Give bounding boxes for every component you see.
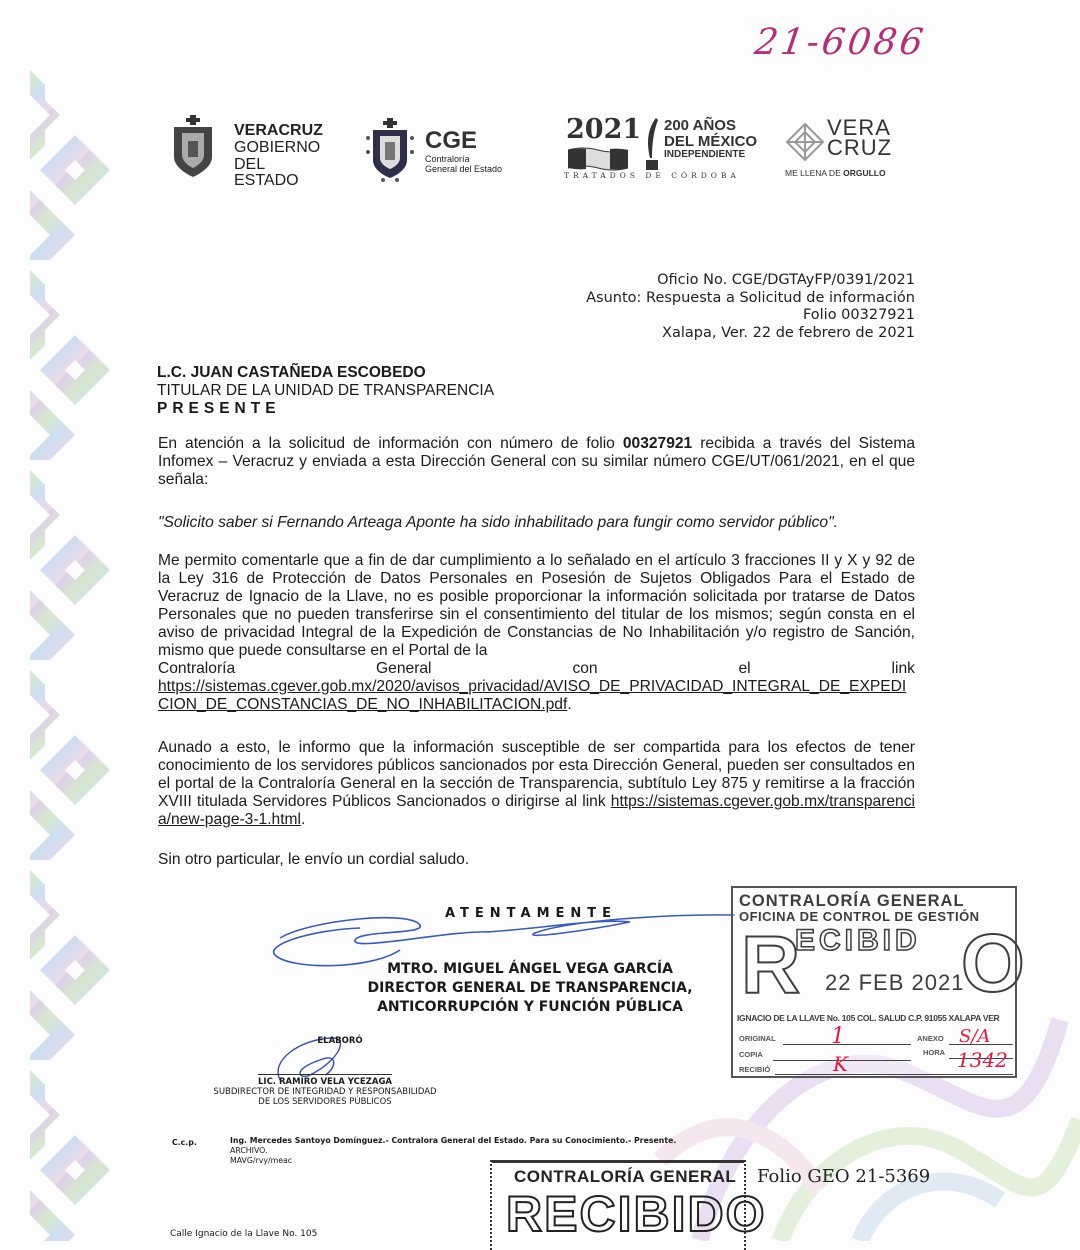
footer-address: Calle Ignacio de la Llave No. 105 xyxy=(170,1229,318,1239)
stamp-original-value: 1 xyxy=(831,1024,845,1049)
folio-geo: Folio GEO 21-5369 xyxy=(757,1166,931,1187)
signer-title-2: ANTICORRUPCIÓN Y FUNCIÓN PÚBLICA xyxy=(377,999,683,1015)
received-stamp-bottom xyxy=(490,1160,767,1250)
elaboro-title-2: DE LOS SERVIDORES PÚBLICOS xyxy=(258,1097,392,1107)
p2-spread-line xyxy=(158,660,915,678)
addressee-name: L.C. JUAN CASTAÑEDA ESCOBEDO xyxy=(157,364,426,381)
signer-title-1: DIRECTOR GENERAL DE TRANSPARENCIA, xyxy=(367,980,693,996)
p2-end: . xyxy=(567,696,572,713)
quill-icon xyxy=(644,118,660,172)
stamp-address: IGNACIO DE LA LLAVE No. 105 COL. SALUD C.P. 91055 XALAPA VER xyxy=(737,1013,1000,1023)
elaboro-name: LIC. RAMIRO VELA YCEZAGA xyxy=(258,1074,392,1087)
stamp-date: 22 FEB 2021 xyxy=(825,970,965,995)
addressee-block xyxy=(157,364,494,418)
ccp-line-1: Ing. Mercedes Santoyo Domínguez.- Contralora General del Estado. Para su Conocimiento.- Presente. xyxy=(230,1136,677,1145)
handwritten-reference-number: 21-6086 xyxy=(752,22,929,63)
addressee-title: TITULAR DE LA UNIDAD DE TRANSPARENCIA xyxy=(157,382,495,399)
p2-spread-word: con xyxy=(572,660,598,677)
p2-text: Me permito comentarle que a fin de dar cumplimiento a lo señalado en el artículo 3 fracciones II y X y 92 de la Ley 316 de Protección de Datos Personales en Posesión de Sujetos Obligados Para el Estado de Veracruz de Ignacio de la Llave, no es posible proporcionar la información solicitada por tratarse de Datos Personales que no pueden transferirse sin el consentimiento del titular de los mismos; según consta en el aviso de privacidad Integral de la Expedición de Constancias de No Inhabilitación y/o registro de Sanción, mismo que puede consultarse en el Portal de la xyxy=(158,552,915,659)
flag-icon xyxy=(568,146,628,172)
cge-shield-icon xyxy=(365,118,415,182)
logo-vera-line1: VERA xyxy=(827,115,891,140)
stamp-anexo-label: ANEXO xyxy=(917,1034,944,1043)
paragraph-1 xyxy=(158,435,915,489)
p3-end: . xyxy=(301,811,306,828)
logo-2021-line1: 200 AÑOS xyxy=(664,117,736,134)
decorative-border xyxy=(20,60,115,1241)
p2-spread-word: el xyxy=(738,660,751,677)
signer-block xyxy=(330,960,730,1017)
stamp-big-first: R xyxy=(741,920,801,1011)
logo-2021-line3: INDEPENDIENTE xyxy=(664,148,746,160)
oficio-number: Oficio No. CGE/DGTAyFP/0391/2021 xyxy=(657,272,915,288)
paragraph-2 xyxy=(158,552,915,714)
document-header xyxy=(586,272,915,342)
signer-name: MTRO. MIGUEL ÁNGEL VEGA GARCÍA xyxy=(387,961,673,977)
transparency-link[interactable]: https://sistemas.cgever.gob.mx/transparencia/new-page-3-1.html xyxy=(158,793,915,828)
paragraph-3 xyxy=(158,739,915,829)
stamp-big-middle: ECIBID xyxy=(795,924,921,957)
logo-cge-line1: Contraloría xyxy=(425,154,470,165)
logo-vera-tagline-bold: ORGULLO xyxy=(843,168,886,178)
stamp-line-2: OFICINA DE CONTROL DE GESTIÓN xyxy=(739,909,980,924)
ccp-label: C.c.p. xyxy=(172,1138,197,1147)
veracruz-coat-of-arms-icon xyxy=(168,115,218,179)
p1-folio: 00327921 xyxy=(622,435,693,452)
elaboro-title-1: SUBDIRECTOR DE INTEGRIDAD Y RESPONSABILIDAD xyxy=(213,1087,437,1097)
stamp-anexo-value: S/A xyxy=(959,1026,991,1047)
place-date: Xalapa, Ver. 22 de febrero de 2021 xyxy=(662,324,915,341)
p2-spread-word: General xyxy=(376,660,432,677)
logo-veracruz-gobierno xyxy=(168,115,328,190)
logo-veracruz-line1: VERACRUZ xyxy=(234,122,323,139)
logo-2021-subtitle: TRATADOS DE CÓRDOBA xyxy=(564,171,740,180)
textile-knot-icon xyxy=(785,122,825,162)
asunto: Asunto: Respuesta a Solicitud de información xyxy=(586,289,915,306)
logo-vera-line2: CRUZ xyxy=(827,135,893,160)
logo-cge-title: CGE xyxy=(425,127,478,154)
p3-text: Aunado a esto, le informo que la información susceptible de ser compartida para los efectos de tener conocimiento de los servidores públicos sancionados por esta Dirección General, pueden ser consultados en el portal de la Contraloría General en la sección de Transparencia, subtítulo Ley 875 y remitirse a la fracción XVIII titulada Servidores Públicos Sancionados o dirigirse al link xyxy=(158,739,915,810)
atentamente-label: ATENTAMENTE xyxy=(445,906,618,921)
stamp-big-last: O xyxy=(961,918,1025,1009)
stamp-original-label: ORIGINAL xyxy=(739,1034,776,1043)
ccp-line-3: MAVG/rvy/meac xyxy=(230,1156,293,1165)
logo-cge-line2: General del Estado xyxy=(425,163,503,174)
logo-bicentenario xyxy=(560,116,760,186)
stamp-bottom-line-1: CONTRALORÍA GENERAL xyxy=(514,1167,737,1186)
p1-text-a: En atención a la solicitud de información con número de folio xyxy=(158,435,623,452)
folio-number: Folio 00327921 xyxy=(802,307,915,323)
p1-text-b: recibida a través del Sistema Infomex – Veracruz y enviada a esta Dirección General con su similar número CGE/UT/061/2021, en el que señala: xyxy=(158,435,916,488)
logo-2021-line2: DEL MÉXICO xyxy=(664,132,758,150)
addressee-present: PRESENTE xyxy=(157,400,281,417)
logo-cge xyxy=(365,118,525,188)
ccp-line-2: ARCHIVO. xyxy=(230,1146,268,1155)
stamp-hora-label: HORA xyxy=(923,1048,946,1057)
logo-veracruz-line3: DEL ESTADO xyxy=(234,155,299,190)
logo-2021-year: 2021 xyxy=(566,114,642,145)
stamp-recibio-label: RECIBIÓ xyxy=(739,1065,771,1074)
elaboro-block xyxy=(190,1036,460,1107)
stamp-hora-value: 1342 xyxy=(957,1048,1008,1072)
stamp-copia-label: COPIA xyxy=(739,1050,763,1059)
closing-line: Sin otro particular, le envío un cordial saludo. xyxy=(158,851,470,868)
logo-vera-tagline: ME LLENA DE xyxy=(785,168,844,178)
stamp-recibio-value: K xyxy=(833,1052,848,1076)
logo-veracruz-line2: GOBIERNO xyxy=(234,138,321,156)
stamp-line-1: CONTRALORÍA GENERAL xyxy=(739,892,965,910)
stamp-bottom-big: RECIBIDO xyxy=(506,1186,767,1242)
request-quote: "Solicito saber si Fernando Arteaga Aponte ha sido inhabilitado para fungir como servidor público". xyxy=(158,514,838,531)
logo-vera-cruz xyxy=(785,115,895,184)
privacy-notice-link[interactable]: https://sistemas.cgever.gob.mx/2020/avisos_privacidad/AVISO_DE_PRIVACIDAD_INTEGRAL_DE_EXPEDICION_DE_CONSTANCIAS_DE_NO_INHABILITACION.pdf xyxy=(158,678,907,713)
received-stamp xyxy=(731,886,1025,1078)
p2-spread-word: link xyxy=(891,660,915,677)
p2-spread-word: Contraloría xyxy=(158,660,236,677)
elaboro-label: ELABORÓ xyxy=(317,1036,363,1046)
